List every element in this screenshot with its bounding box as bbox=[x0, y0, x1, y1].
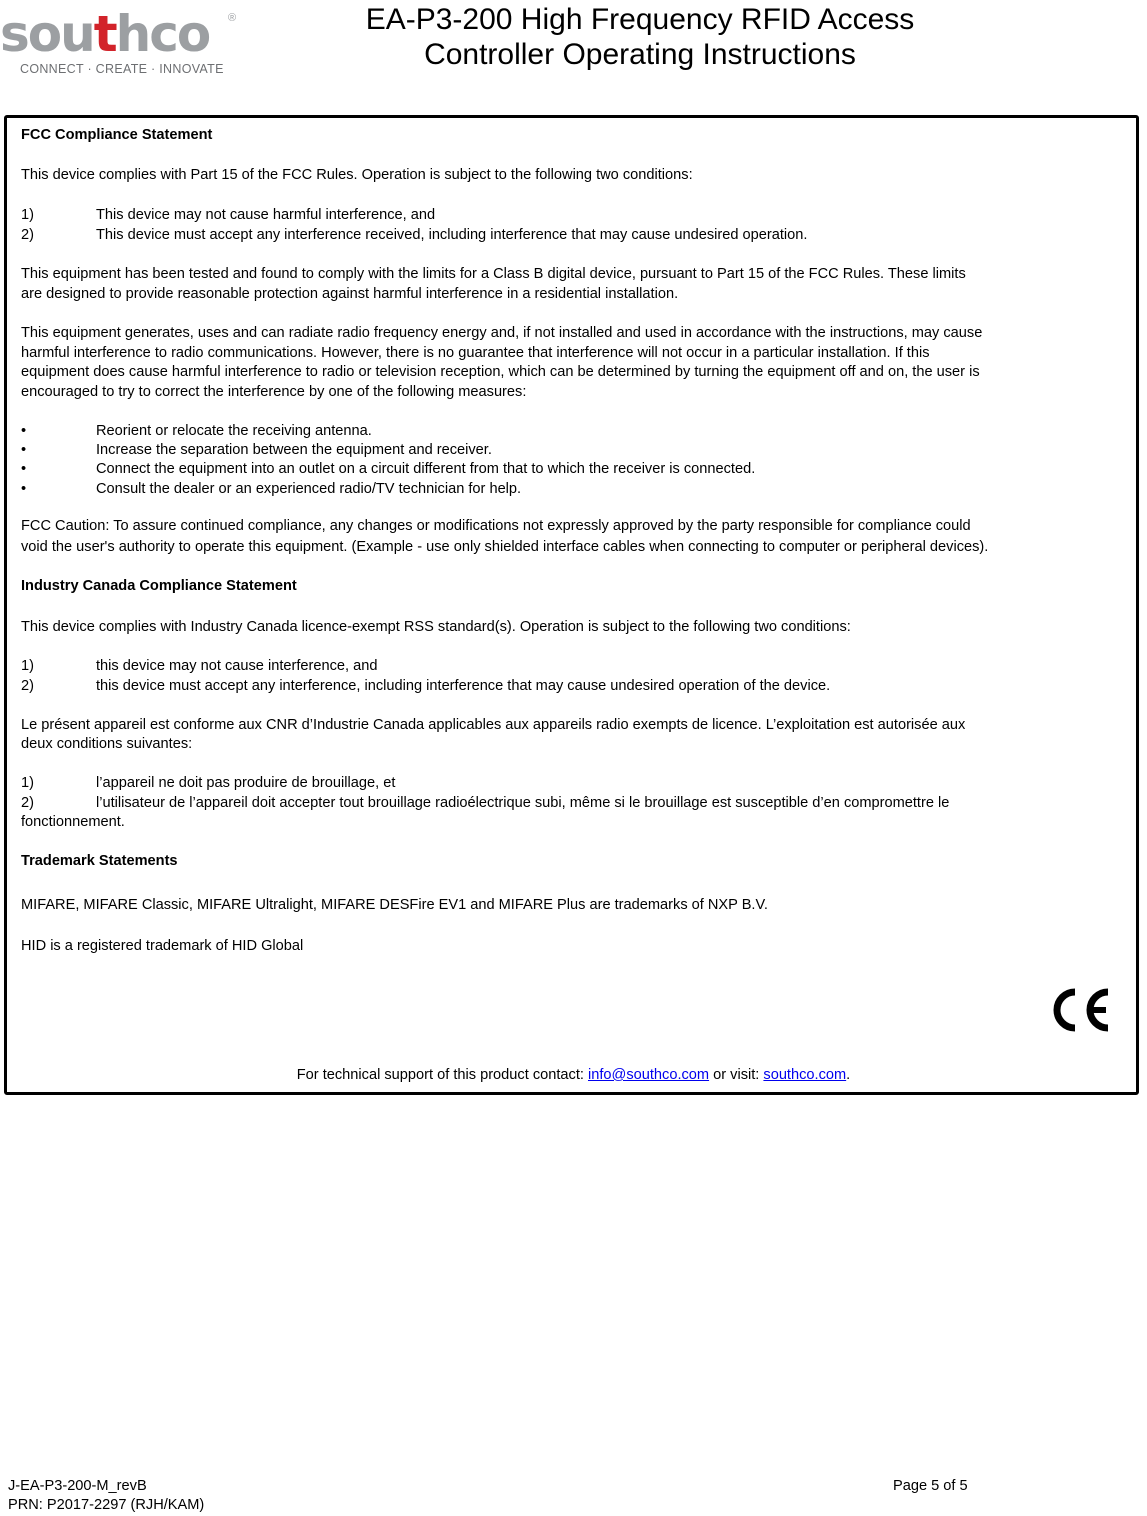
ic-fr-cond-num: 1) bbox=[21, 775, 34, 791]
ic-cond-text: this device may not cause interference, and bbox=[96, 658, 378, 674]
logo-tagline: CONNECT · CREATE · INNOVATE bbox=[20, 62, 224, 76]
trademark-line: MIFARE, MIFARE Classic, MIFARE Ultralight, MIFARE DESFire EV1 and MIFARE Plus are trademarks of NXP B.V. bbox=[21, 897, 768, 913]
fcc-cond-num: 1) bbox=[21, 207, 34, 223]
fcc-para2-line: encouraged to try to correct the interference by one of the following measures: bbox=[21, 384, 527, 400]
trademark-line: HID is a registered trademark of HID Global bbox=[21, 938, 304, 954]
fcc-measure: Consult the dealer or an experienced radio/TV technician for help. bbox=[96, 481, 522, 497]
fcc-para2-line: harmful interference to radio communications. However, there is no guarantee that interference will not occur in a particular installation. If this bbox=[21, 345, 930, 361]
fcc-caution-line: FCC Caution: To assure continued compliance, any changes or modifications not expressly approved by the party responsible for compliance could bbox=[21, 518, 971, 534]
support-line: For technical support of this product contact: info@southco.com or visit: southco.com. bbox=[296, 1067, 851, 1083]
footer-prn: PRN: P2017-2297 (RJH/KAM) bbox=[8, 1497, 205, 1513]
bullet: • bbox=[21, 442, 27, 458]
fcc-para2-line: equipment does cause harmful interference to radio or television reception, which can be determined by turning the equipment off and on, the user is bbox=[21, 364, 980, 380]
fcc-measure: Reorient or relocate the receiving antenna. bbox=[96, 423, 372, 439]
fcc-cond-num: 2) bbox=[21, 227, 34, 243]
footer-page-number: Page 5 of 5 bbox=[893, 1478, 968, 1494]
support-email-link[interactable]: info@southco.com bbox=[587, 1067, 710, 1083]
logo-registered-mark: ® bbox=[228, 12, 237, 24]
bullet: • bbox=[21, 423, 27, 439]
fcc-heading: FCC Compliance Statement bbox=[21, 127, 213, 143]
bullet: • bbox=[21, 461, 27, 477]
fcc-cond-text: This device may not cause harmful interference, and bbox=[96, 207, 436, 223]
ic-fr-cond-text: l’appareil ne doit pas produire de brouillage, et bbox=[96, 775, 396, 791]
ic-fr-line: deux conditions suivantes: bbox=[21, 736, 193, 752]
trademark-heading: Trademark Statements bbox=[21, 853, 178, 869]
fcc-cond-text: This device must accept any interference received, including interference that may cause undesired operation. bbox=[96, 227, 808, 243]
fcc-measure: Connect the equipment into an outlet on a circuit different from that to which the receiver is connected. bbox=[96, 461, 756, 477]
footer-doc-id: J-EA-P3-200-M_revB bbox=[8, 1478, 147, 1494]
support-website-link[interactable]: southco.com bbox=[763, 1067, 847, 1083]
ic-cond-num: 2) bbox=[21, 678, 34, 694]
fcc-caution-line: void the user's authority to operate this equipment. (Example - use only shielded interface cables when connecting to computer or peripheral devices). bbox=[21, 539, 989, 555]
ic-cond-num: 1) bbox=[21, 658, 34, 674]
fcc-intro: This device complies with Part 15 of the FCC Rules. Operation is subject to the following two conditions: bbox=[21, 167, 693, 183]
fcc-para1-line: This equipment has been tested and found to comply with the limits for a Class B digital device, pursuant to Part 15 of the FCC Rules. These limits bbox=[21, 266, 966, 282]
ce-mark-icon bbox=[1048, 985, 1112, 1035]
fcc-para2-line: This equipment generates, uses and can radiate radio frequency energy and, if not installed and used in accordance with the instructions, may cause bbox=[21, 325, 983, 341]
bullet: • bbox=[21, 481, 27, 497]
logo-wordmark: southco bbox=[0, 5, 210, 63]
ic-fr-line: Le présent appareil est conforme aux CNR d’Industrie Canada applicables aux appareils radio exempts de licence. L’exploitation est autorisée aux bbox=[21, 717, 966, 733]
fcc-para1-line: are designed to provide reasonable protection against harmful interference in a residential installation. bbox=[21, 286, 679, 302]
fcc-measure: Increase the separation between the equipment and receiver. bbox=[96, 442, 492, 458]
ic-intro: This device complies with Industry Canada licence-exempt RSS standard(s). Operation is subject to the following two conditions: bbox=[21, 619, 851, 635]
ic-cond-text: this device must accept any interference, including interference that may cause undesired operation of the device. bbox=[96, 678, 831, 694]
ic-fr-cond-text: l’utilisateur de l’appareil doit accepter tout brouillage radioélectrique subi, même si le brouillage est susceptible d’en compromettre le bbox=[96, 795, 950, 811]
ic-fr-cond-num: 2) bbox=[21, 795, 34, 811]
document-title: EA-P3-200 High Frequency RFID Access Controller Operating Instructions bbox=[365, 3, 915, 71]
ic-fr-wrap: fonctionnement. bbox=[21, 814, 125, 830]
southco-logo bbox=[0, 6, 240, 80]
ic-heading: Industry Canada Compliance Statement bbox=[21, 578, 297, 594]
